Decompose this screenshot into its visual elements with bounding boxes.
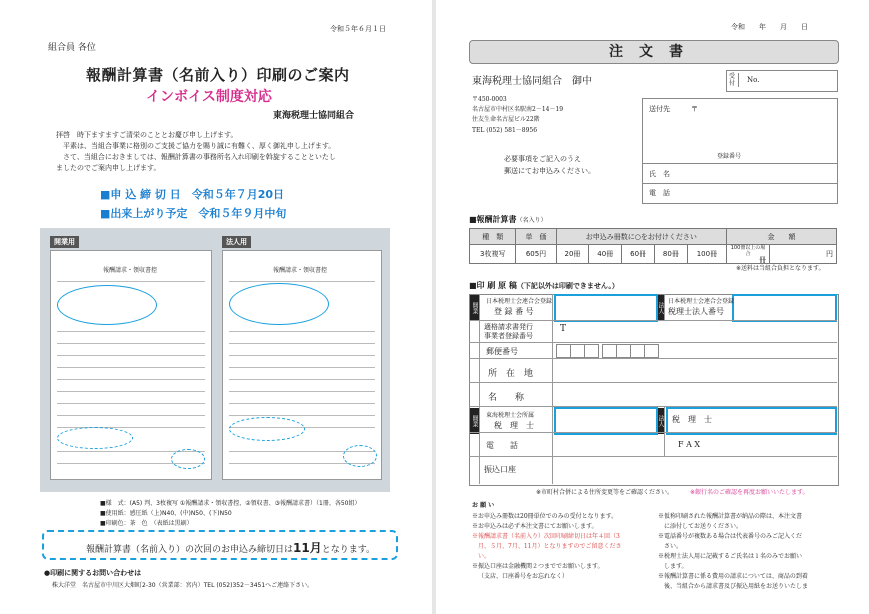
corp-no-input[interactable] [732, 294, 837, 322]
notice-pre: 報酬計算書（名前入り）の次回のお申込み締切日は [86, 545, 294, 555]
sample-form-hojin [222, 250, 382, 480]
sample-form-title: 報酬請求・領収書控 [273, 267, 328, 274]
sample-form-title: 報酬請求・領収書控 [103, 267, 158, 274]
body-line: 拝啓 時下ますますご清栄のこととお慶び申し上げます。 [56, 131, 238, 139]
note-line: に添付してお送りください。 [664, 523, 743, 530]
instruction-1: 必要事項をご記入のうえ [504, 155, 581, 163]
note-line: さい。 [664, 543, 683, 550]
page-title: 報酬計算書（名前入り）印刷のご案内 [86, 66, 350, 84]
amount-field[interactable]: 円 [770, 245, 837, 264]
notice-month: 11月 [293, 541, 322, 555]
sample-tag-kaigyo: 開業用 [50, 236, 79, 248]
reg-label: 登 録 番 号 [494, 307, 534, 316]
org-name: 東海税理士協同組合 [273, 111, 355, 121]
sample-area [40, 228, 390, 492]
left-date: 令和５年６月１日 [330, 25, 386, 33]
highlight-oval [343, 445, 377, 467]
footer-note-bank: ※銀行名のご確認を再度お願いいたします。 [690, 489, 809, 496]
highlight-oval [57, 285, 157, 325]
section-price-note: （名入り） [516, 217, 547, 224]
page-subtitle: インボイス制度対応 [146, 89, 272, 105]
bank-label: 振込口座 [484, 465, 516, 474]
highlight-oval [229, 417, 305, 441]
addr-line1: 名古屋市中村区名駅南2－14－19 [472, 106, 564, 113]
addr-line2: 住友生命名古屋ビル22階 [472, 116, 540, 123]
order-to: 東海税理士協同組合 御中 [472, 76, 592, 87]
notes-left [472, 512, 621, 582]
th-type: 種 類 [470, 229, 516, 245]
unit-price: 605円 [516, 245, 556, 264]
th-amount: 金 額 [727, 229, 837, 245]
next-deadline-notice [42, 530, 398, 560]
side-hojin-2: 法人 [656, 408, 665, 434]
addressee: 組合員 各位 [48, 43, 96, 53]
invoice-label-1: 適格請求書発行 [484, 323, 533, 331]
notice-text [86, 539, 375, 556]
spec-format: ■様 式：(A5) 判、3枚複写 ①報酬請求・領収書控、②領収書、③報酬請求書）（1冊、各50組） [100, 500, 361, 507]
zip-digit-box[interactable] [584, 344, 599, 358]
name-field-label: 名 称 [488, 393, 525, 403]
note-line: ※報酬請求書（名前入り）次回印刷締切日は年４回（3 [472, 533, 620, 540]
body-line: 平素は、当組合事業に格別のご支援ご協力を賜り誠に有難く、厚く御礼申し上げます。 [63, 142, 336, 150]
sample-tag-hojin: 法人用 [222, 236, 251, 248]
receipt-label: 受付 [729, 73, 739, 87]
sender-box[interactable] [642, 98, 838, 204]
footer-note: ※市町村合併による住所変更等をご確認ください。 [536, 489, 674, 496]
instruction-2: 郵送にてお申込みください。 [504, 167, 595, 175]
send-zip-mark: 〒 [691, 105, 698, 113]
zip-code: 〒450-0003 [472, 96, 507, 103]
zip-digit-box[interactable] [602, 344, 617, 358]
inquiry-heading: ●印刷に関するお問い合わせは [44, 569, 142, 577]
note-line: ※電話番号が複数ある場合は代表番号のみご記入くだ [658, 533, 803, 540]
qty-other[interactable] [727, 245, 770, 264]
notes-right [658, 512, 808, 592]
qty-option-60[interactable]: 60冊 [622, 245, 655, 264]
zip-digit-box[interactable] [644, 344, 659, 358]
zip-digit-box[interactable] [616, 344, 631, 358]
invoice-label-2: 事業者登録番号 [484, 332, 533, 340]
note-line: ※お申込みは必ず本注文書にてお願いします。 [472, 523, 598, 530]
tel-number: TEL (052) 581－8956 [472, 127, 538, 134]
name-label: 氏 名 [649, 170, 670, 178]
membership-label: 税 理 士 [494, 421, 534, 430]
qty-other-unit: 冊 [759, 256, 766, 264]
note-line: ※報酬計算書に係る費用の請求については、商品の到着 [658, 573, 808, 580]
send-to-label: 送付先 [649, 105, 670, 113]
section-price-title: ■報酬計算書 [469, 215, 517, 224]
th-qty: お申込み冊数に○をお付けください [556, 229, 726, 245]
note-line: 月、５月、7月、11月）となりますのでご留意くださ [478, 543, 622, 550]
phone-field-label: 電 話 [486, 441, 518, 450]
th-unit: 単 価 [516, 229, 556, 245]
receipt-no-box [726, 70, 838, 92]
qty-other-label: 100冊以上の場合 [730, 245, 766, 257]
membership-input[interactable] [554, 407, 658, 435]
body-line: ましたのでご案内申し上げます。 [56, 164, 161, 172]
reg-no-input[interactable] [554, 294, 658, 322]
qty-option-100[interactable]: 100冊 [687, 245, 726, 264]
note-line: します。 [664, 563, 688, 570]
corp-small-label: 日本税理士会連合会登録 [668, 298, 735, 305]
notes-heading: お 願 い [472, 502, 495, 509]
body-text [56, 130, 336, 174]
side-kaigyo: 開業 [470, 295, 479, 321]
fax-label: F A X [678, 440, 701, 449]
receipt-no: No. [747, 76, 760, 84]
product-type: 3枚複写 [470, 245, 516, 264]
reg-no-label: 登録番号 [717, 153, 742, 160]
zip-digit-box[interactable] [630, 344, 645, 358]
zip-digit-box[interactable] [570, 344, 585, 358]
qty-option-40[interactable]: 40冊 [589, 245, 622, 264]
highlight-oval [171, 449, 205, 469]
note-line: ※お申込み冊数は20冊単位でのみの受付となります。 [472, 513, 618, 520]
note-line: い。 [478, 553, 491, 560]
right-page [436, 0, 869, 614]
left-page [0, 0, 432, 614]
phone-label: 電 話 [649, 189, 670, 197]
body-line: さて、当組合におきましては、報酬計算書の事務所名入れ印刷を斡旋することといたし [63, 153, 336, 161]
note-line: ※税理士法人用に記載するご氏名は１名のみでお願い [658, 553, 803, 560]
section-print-heading [469, 280, 619, 291]
zeirishi-label: 税 理 士 [672, 415, 712, 424]
qty-option-80[interactable]: 80冊 [654, 245, 687, 264]
order-date: 令和 年 月 日 [731, 23, 808, 31]
highlight-oval [57, 427, 133, 449]
highlight-oval [229, 283, 329, 325]
shipping-note: ※送料は当組合負担となります。 [736, 265, 825, 272]
corp-label: 税理士法人番号 [668, 307, 724, 316]
qty-option-20[interactable]: 20冊 [556, 245, 589, 264]
spec-color: ■印刷色：茶 色 （表紙は黒刷） [100, 520, 193, 527]
deadline-apply: ■申 込 締 切 日 令和５年７月20日 [100, 188, 285, 201]
sample-form-kaigyo [50, 250, 212, 480]
invoice-t-prefix: T [560, 324, 567, 334]
note-line: （支店、口座番号をお忘れなく） [478, 573, 569, 580]
side-hojin: 法人 [656, 295, 665, 321]
section-print-note: （下記以外は印刷できません。） [516, 282, 619, 290]
inquiry-body: 株大洋堂 名古屋市中川区大畑町2-30（営業部：宮内）TEL (052)352－3451へご連絡下さい。 [52, 582, 314, 589]
spec-paper: ■使用紙：感圧紙（上)N40、(中)N50、(下)N50 [100, 510, 232, 517]
note-line: ※振込口座は金融機関２つまででお願いします。 [472, 563, 604, 570]
membership-small-label: 東海税理士会所属 [486, 412, 535, 419]
price-table [469, 228, 837, 264]
side-kaigyo-2: 開業 [470, 408, 479, 434]
notice-post: となります。 [321, 545, 375, 555]
section-price-heading [469, 214, 547, 225]
address-label: 所 在 地 [488, 369, 534, 379]
zip-label: 郵便番号 [486, 347, 518, 356]
note-line: ※仮称印刷された報酬計算書が納品の際は、本注文書 [658, 513, 803, 520]
order-form-title: 注文書 [469, 40, 839, 64]
deadline-complete: ■出来上がり予定 令和５年９月中旬 [100, 207, 287, 220]
reg-small-label: 日本税理士会連合会登録 [486, 298, 553, 305]
zip-digit-box[interactable] [556, 344, 571, 358]
note-line: 後、当組合から請求書及び振込用紙をお送りいたしま [664, 583, 809, 590]
section-print-title: ■印 刷 原 稿 [469, 281, 517, 290]
